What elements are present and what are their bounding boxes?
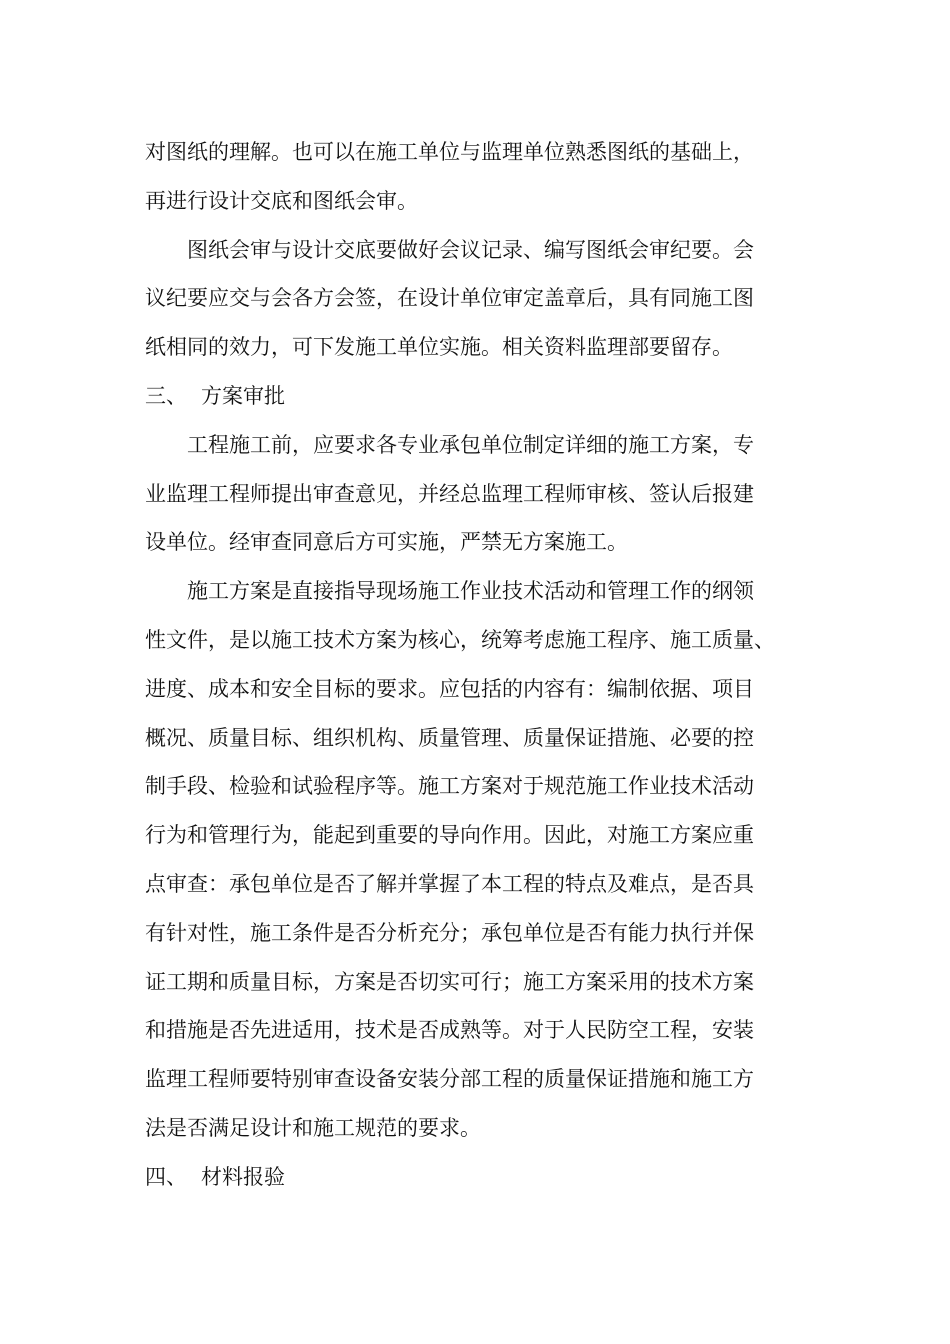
body-paragraph: [145, 567, 820, 1153]
section-number: 三、: [145, 383, 187, 408]
paragraph-line: 纸相同的效力，可下发施工单位实施。相关资料监理部要留存。: [145, 335, 733, 360]
section-title: 材料报验: [201, 1164, 285, 1189]
paragraph-line: 有针对性，施工条件是否分析充分；承包单位是否有能力执行并保: [145, 920, 754, 945]
section-number: 四、: [145, 1164, 187, 1189]
paragraph-line: 进度、成本和安全目标的要求。应包括的内容有：编制依据、项目: [145, 676, 754, 701]
body-paragraph: [145, 226, 820, 372]
paragraph-line: 概况、质量目标、组织机构、质量管理、质量保证措施、必要的控: [145, 725, 754, 750]
paragraph-line: 设单位。经审查同意后方可实施，严禁无方案施工。: [145, 530, 628, 555]
paragraph-line: 和措施是否先进适用，技术是否成熟等。对于人民防空工程，安装: [145, 1018, 754, 1043]
paragraph-line: 法是否满足设计和施工规范的要求。: [145, 1115, 481, 1140]
section-heading: [145, 372, 820, 421]
paragraph-line: 工程施工前，应要求各专业承包单位制定详细的施工方案，专: [187, 432, 754, 457]
paragraph-line: 证工期和质量目标，方案是否切实可行；施工方案采用的技术方案: [145, 969, 754, 994]
paragraph-line: 对图纸的理解。也可以在施工单位与监理单位熟悉图纸的基础上，: [145, 140, 754, 164]
body-paragraph: [145, 421, 820, 567]
paragraph-line: 施工方案是直接指导现场施工作业技术活动和管理工作的纲领: [187, 579, 754, 604]
paragraph-line: 议纪要应交与会各方会签，在设计单位审定盖章后，具有同施工图: [145, 286, 754, 311]
paragraph-line: 图纸会审与设计交底要做好会议记录、编写图纸会审纪要。会: [187, 237, 754, 262]
paragraph-line: 再进行设计交底和图纸会审。: [145, 188, 418, 213]
section-heading: [145, 1153, 820, 1202]
paragraph-line: 业监理工程师提出审查意见，并经总监理工程师审核、签认后报建: [145, 481, 754, 506]
body-paragraph: [145, 128, 820, 226]
paragraph-line: 点审查：承包单位是否了解并掌握了本工程的特点及难点，是否具: [145, 871, 754, 896]
section-title: 方案审批: [201, 383, 285, 408]
paragraph-line: 性文件，是以施工技术方案为核心，统筹考虑施工程序、施工质量、: [145, 627, 775, 652]
paragraph-line: 监理工程师要特别审查设备安装分部工程的质量保证措施和施工方: [145, 1067, 754, 1092]
paragraph-line: 制手段、检验和试验程序等。施工方案对于规范施工作业技术活动: [145, 774, 754, 799]
paragraph-line: 行为和管理行为，能起到重要的导向作用。因此，对施工方案应重: [145, 823, 754, 848]
